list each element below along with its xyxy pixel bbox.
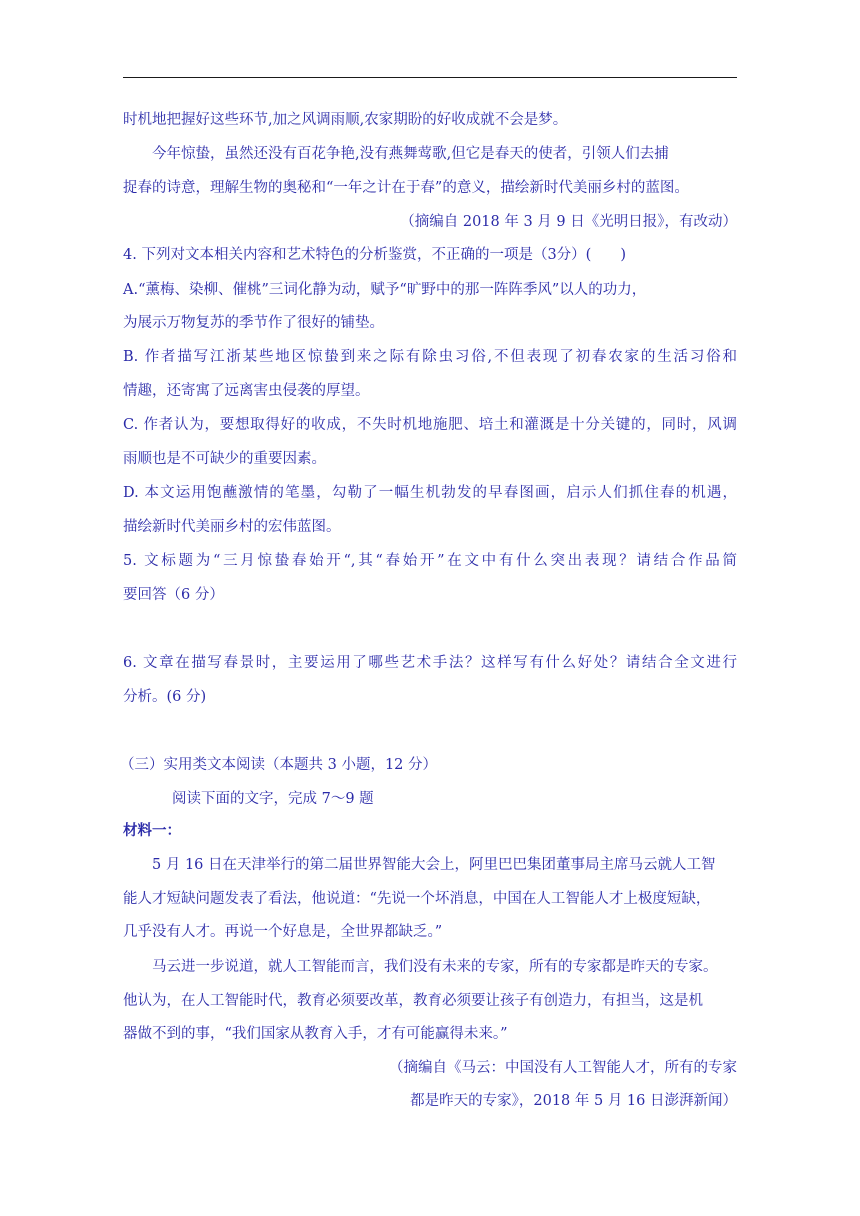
option-d: D. 本文运用饱蘸激情的笔墨，勾勒了一幅生机勃发的早春图画，启示人们抓住春的机遇， [123, 485, 737, 501]
text-line: 几乎没有人才。再说一个好息是，全世界都缺乏。” [123, 924, 443, 940]
text-line: 他认为，在人工智能时代，教育必须要改革，教育必须要让孩子有创造力，有担当，这是机 [123, 993, 703, 1009]
citation-cont: 都是昨天的专家》，2018 年 5 月 16 日澎湃新闻） [410, 1093, 737, 1109]
text-line: 能人才短缺问题发表了看法，他说道：“先说一个坏消息，中国在人工智能人才上极度短缺， [123, 891, 711, 907]
question-5: 5. 文标题为“三月惊蛰春始开“,其“春始开”在文中有什么突出表现？请结合作品简 [123, 553, 737, 569]
option-a-cont: 为展示万物复苏的季节作了很好的铺垫。 [123, 315, 384, 331]
question-6: 6. 文章在描写春景时，主要运用了哪些艺术手法？这样写有什么好处？请结合全文进行 [123, 655, 737, 671]
option-b-cont: 情趣，还寄寓了远离害虫侵袭的厚望。 [123, 383, 370, 399]
option-a: A.“薰梅、染柳、催桃”三词化静为动，赋予“旷野中的那一阵阵季风”以人的功力， [123, 282, 647, 298]
text-line: 捉春的诗意，理解生物的奥秘和“一年之计在于春”的意义，描绘新时代美丽乡村的蓝图。 [123, 180, 689, 196]
text-line: 今年惊蛰，虽然还没有百花争艳,没有燕舞莺歌,但它是春天的使者，引领人们去捕 [152, 146, 669, 162]
option-b: B. 作者描写江浙某些地区惊蛰到来之际有除虫习俗,不但表现了初春农家的生活习俗和 [123, 349, 737, 365]
question-6-cont: 分析。(6 分) [123, 689, 207, 705]
text-line: 5 月 16 日在天津举行的第二届世界智能大会上，阿里巴巴集团董事局主席马云就人工智 [152, 857, 716, 873]
citation: （摘编自 2018 年 3 月 9 日《光明日报》，有改动） [400, 214, 737, 230]
option-d-cont: 描绘新时代美丽乡村的宏伟蓝图。 [123, 519, 341, 535]
citation: （摘编自《马云：中国没有人工智能人才，所有的专家 [389, 1060, 737, 1076]
instruction: 阅读下面的文字，完成 7～9 题 [172, 791, 374, 807]
question-4: 4. 下列对文本相关内容和艺术特色的分析鉴赏，不正确的一项是（3分）( ) [123, 247, 626, 263]
option-c-cont: 雨顺也是不可缺少的重要因素。 [123, 451, 326, 467]
header-rule [123, 77, 737, 78]
section-heading: （三）实用类文本阅读（本题共 3 小题，12 分） [120, 757, 438, 773]
question-5-cont: 要回答（6 分） [123, 587, 224, 603]
option-c: C. 作者认为，要想取得好的收成，不失时机地施肥、培土和灌溉是十分关键的，同时，风调 [123, 417, 737, 433]
text-line: 器做不到的事，“我们国家从教育入手，才有可能赢得未来。” [123, 1026, 508, 1042]
text-line: 马云进一步说道，就人工智能而言，我们没有未来的专家，所有的专家都是昨天的专家。 [152, 959, 718, 975]
text-line: 时机地把握好这些环节,加之风调雨顺,农家期盼的好收成就不会是梦。 [123, 112, 568, 128]
material-label: 材料一： [123, 822, 181, 839]
